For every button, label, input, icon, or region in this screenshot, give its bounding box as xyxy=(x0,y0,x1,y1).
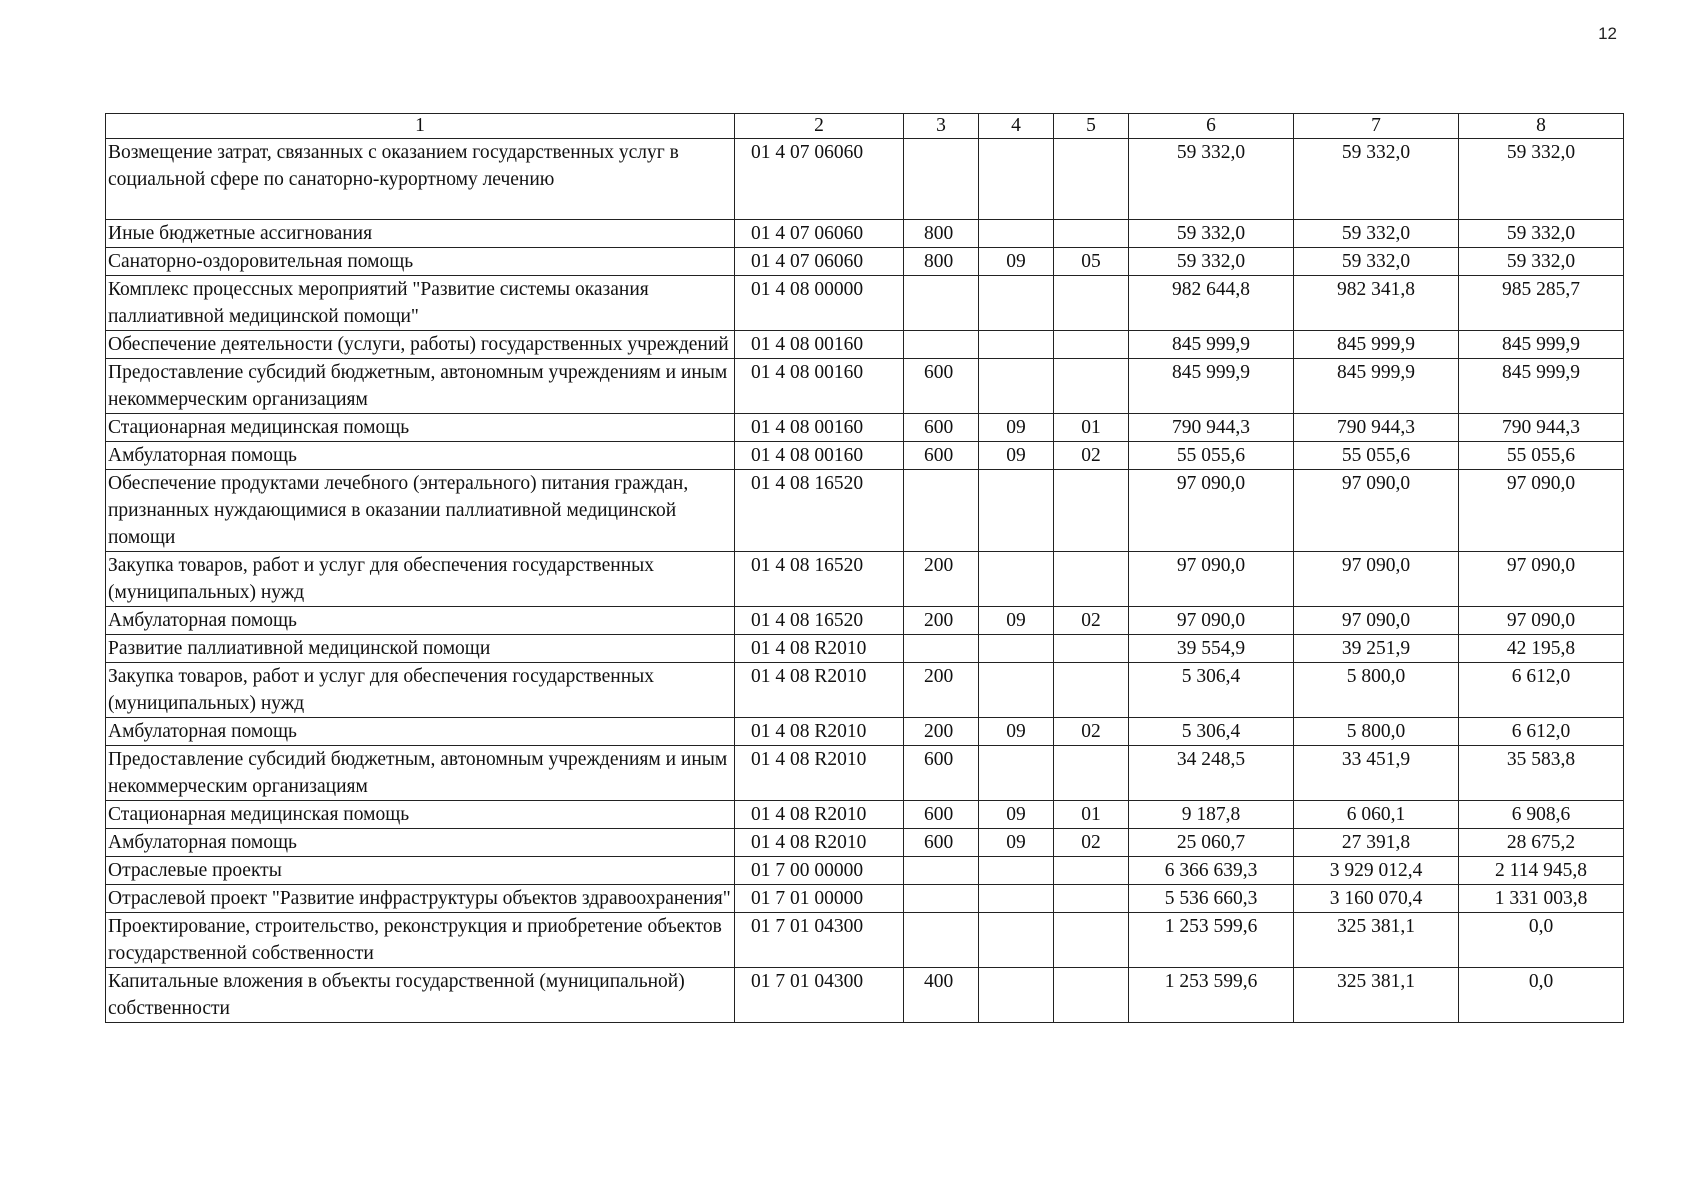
header-col-7: 7 xyxy=(1294,114,1459,139)
row-name-cell: Амбулаторная помощь xyxy=(106,718,735,746)
row-amount-col7-cell: 33 451,9 xyxy=(1294,746,1459,801)
header-col-5: 5 xyxy=(1054,114,1129,139)
row-amount-col8-cell: 845 999,9 xyxy=(1459,359,1624,414)
row-target-code-cell: 01 4 08 00000 xyxy=(735,276,904,331)
row-name-cell: Обеспечение продуктами лечебного (энтерального) питания граждан, признанных нуждающимися в оказании паллиативной медицинской помощи xyxy=(106,470,735,552)
table-row xyxy=(106,414,1624,442)
row-expense-type-cell: 600 xyxy=(904,746,979,801)
row-amount-col8-cell: 59 332,0 xyxy=(1459,248,1624,276)
row-amount-col6-cell: 6 366 639,3 xyxy=(1129,857,1294,885)
row-section-cell xyxy=(979,885,1054,913)
table-row xyxy=(106,470,1624,552)
row-section-cell xyxy=(979,552,1054,607)
header-col-8: 8 xyxy=(1459,114,1624,139)
row-amount-col8-cell: 2 114 945,8 xyxy=(1459,857,1624,885)
budget-table xyxy=(105,113,1624,1023)
row-subsection-cell xyxy=(1054,359,1129,414)
row-name-cell: Отраслевые проекты xyxy=(106,857,735,885)
row-section-cell xyxy=(979,220,1054,248)
row-subsection-cell: 02 xyxy=(1054,442,1129,470)
header-col-1: 1 xyxy=(106,114,735,139)
row-expense-type-cell: 400 xyxy=(904,968,979,1023)
row-subsection-cell xyxy=(1054,139,1129,220)
table-row xyxy=(106,220,1624,248)
row-target-code-cell: 01 4 08 R2010 xyxy=(735,801,904,829)
row-amount-col7-cell: 27 391,8 xyxy=(1294,829,1459,857)
row-subsection-cell: 02 xyxy=(1054,718,1129,746)
row-target-code-cell: 01 7 01 04300 xyxy=(735,913,904,968)
row-amount-col7-cell: 325 381,1 xyxy=(1294,968,1459,1023)
row-section-cell xyxy=(979,276,1054,331)
table-row xyxy=(106,139,1624,220)
row-target-code-cell: 01 4 07 06060 xyxy=(735,248,904,276)
row-amount-col6-cell: 34 248,5 xyxy=(1129,746,1294,801)
row-name-cell: Стационарная медицинская помощь xyxy=(106,801,735,829)
row-amount-col6-cell: 55 055,6 xyxy=(1129,442,1294,470)
row-subsection-cell xyxy=(1054,663,1129,718)
row-subsection-cell xyxy=(1054,470,1129,552)
row-section-cell: 09 xyxy=(979,414,1054,442)
row-amount-col7-cell: 5 800,0 xyxy=(1294,663,1459,718)
row-name-cell: Амбулаторная помощь xyxy=(106,607,735,635)
row-name-cell: Закупка товаров, работ и услуг для обеспечения государственных (муниципальных) нужд xyxy=(106,663,735,718)
row-subsection-cell: 05 xyxy=(1054,248,1129,276)
header-col-6: 6 xyxy=(1129,114,1294,139)
row-amount-col8-cell: 1 331 003,8 xyxy=(1459,885,1624,913)
row-amount-col8-cell: 845 999,9 xyxy=(1459,331,1624,359)
table-row xyxy=(106,663,1624,718)
row-target-code-cell: 01 7 01 00000 xyxy=(735,885,904,913)
row-expense-type-cell: 200 xyxy=(904,552,979,607)
row-expense-type-cell: 600 xyxy=(904,801,979,829)
row-amount-col6-cell: 790 944,3 xyxy=(1129,414,1294,442)
row-target-code-cell: 01 4 08 16520 xyxy=(735,552,904,607)
row-section-cell xyxy=(979,857,1054,885)
header-col-3: 3 xyxy=(904,114,979,139)
row-amount-col8-cell: 790 944,3 xyxy=(1459,414,1624,442)
row-amount-col6-cell: 25 060,7 xyxy=(1129,829,1294,857)
row-name-cell: Отраслевой проект "Развитие инфраструктуры объектов здравоохранения" xyxy=(106,885,735,913)
row-section-cell xyxy=(979,139,1054,220)
table-header xyxy=(106,114,1624,139)
row-subsection-cell xyxy=(1054,276,1129,331)
row-amount-col8-cell: 0,0 xyxy=(1459,968,1624,1023)
row-amount-col7-cell: 97 090,0 xyxy=(1294,552,1459,607)
row-section-cell: 09 xyxy=(979,829,1054,857)
row-amount-col7-cell: 3 929 012,4 xyxy=(1294,857,1459,885)
row-amount-col8-cell: 6 612,0 xyxy=(1459,663,1624,718)
row-section-cell xyxy=(979,470,1054,552)
row-amount-col7-cell: 59 332,0 xyxy=(1294,248,1459,276)
row-amount-col6-cell: 39 554,9 xyxy=(1129,635,1294,663)
row-target-code-cell: 01 4 08 R2010 xyxy=(735,663,904,718)
row-amount-col8-cell: 985 285,7 xyxy=(1459,276,1624,331)
row-amount-col7-cell: 790 944,3 xyxy=(1294,414,1459,442)
row-amount-col7-cell: 97 090,0 xyxy=(1294,470,1459,552)
row-amount-col6-cell: 5 306,4 xyxy=(1129,718,1294,746)
table-row xyxy=(106,359,1624,414)
row-name-cell: Развитие паллиативной медицинской помощи xyxy=(106,635,735,663)
row-amount-col8-cell: 59 332,0 xyxy=(1459,220,1624,248)
row-subsection-cell xyxy=(1054,968,1129,1023)
row-expense-type-cell xyxy=(904,331,979,359)
table-row xyxy=(106,442,1624,470)
row-amount-col6-cell: 1 253 599,6 xyxy=(1129,968,1294,1023)
row-amount-col8-cell: 6 908,6 xyxy=(1459,801,1624,829)
row-subsection-cell xyxy=(1054,220,1129,248)
row-name-cell: Амбулаторная помощь xyxy=(106,442,735,470)
row-amount-col6-cell: 97 090,0 xyxy=(1129,552,1294,607)
row-name-cell: Предоставление субсидий бюджетным, автономным учреждениям и иным некоммерческим организациям xyxy=(106,359,735,414)
row-amount-col8-cell: 35 583,8 xyxy=(1459,746,1624,801)
row-amount-col8-cell: 97 090,0 xyxy=(1459,552,1624,607)
row-target-code-cell: 01 4 08 00160 xyxy=(735,331,904,359)
row-expense-type-cell xyxy=(904,913,979,968)
row-name-cell: Санаторно-оздоровительная помощь xyxy=(106,248,735,276)
row-amount-col6-cell: 845 999,9 xyxy=(1129,331,1294,359)
row-amount-col6-cell: 5 536 660,3 xyxy=(1129,885,1294,913)
row-expense-type-cell xyxy=(904,857,979,885)
row-target-code-cell: 01 4 07 06060 xyxy=(735,220,904,248)
row-amount-col7-cell: 3 160 070,4 xyxy=(1294,885,1459,913)
row-name-cell: Капитальные вложения в объекты государственной (муниципальной) собственности xyxy=(106,968,735,1023)
table-body xyxy=(106,139,1624,1023)
row-subsection-cell: 01 xyxy=(1054,801,1129,829)
row-target-code-cell: 01 4 08 16520 xyxy=(735,470,904,552)
row-name-cell: Закупка товаров, работ и услуг для обеспечения государственных (муниципальных) нужд xyxy=(106,552,735,607)
table-row xyxy=(106,552,1624,607)
row-amount-col8-cell: 0,0 xyxy=(1459,913,1624,968)
row-section-cell xyxy=(979,663,1054,718)
row-target-code-cell: 01 7 00 00000 xyxy=(735,857,904,885)
row-section-cell: 09 xyxy=(979,442,1054,470)
row-subsection-cell: 02 xyxy=(1054,829,1129,857)
row-amount-col7-cell: 325 381,1 xyxy=(1294,913,1459,968)
row-amount-col6-cell: 845 999,9 xyxy=(1129,359,1294,414)
row-amount-col6-cell: 97 090,0 xyxy=(1129,607,1294,635)
row-name-cell: Амбулаторная помощь xyxy=(106,829,735,857)
row-target-code-cell: 01 4 08 00160 xyxy=(735,442,904,470)
row-subsection-cell xyxy=(1054,635,1129,663)
row-amount-col6-cell: 1 253 599,6 xyxy=(1129,913,1294,968)
row-amount-col7-cell: 97 090,0 xyxy=(1294,607,1459,635)
row-section-cell: 09 xyxy=(979,248,1054,276)
row-name-cell: Обеспечение деятельности (услуги, работы) государственных учреждений xyxy=(106,331,735,359)
table-row xyxy=(106,276,1624,331)
row-amount-col8-cell: 42 195,8 xyxy=(1459,635,1624,663)
row-target-code-cell: 01 4 08 R2010 xyxy=(735,718,904,746)
row-section-cell xyxy=(979,359,1054,414)
row-subsection-cell xyxy=(1054,746,1129,801)
row-amount-col6-cell: 5 306,4 xyxy=(1129,663,1294,718)
table-row xyxy=(106,248,1624,276)
row-expense-type-cell: 800 xyxy=(904,248,979,276)
row-amount-col7-cell: 55 055,6 xyxy=(1294,442,1459,470)
row-amount-col6-cell: 9 187,8 xyxy=(1129,801,1294,829)
header-row xyxy=(106,114,1624,139)
table-row xyxy=(106,607,1624,635)
row-target-code-cell: 01 4 07 06060 xyxy=(735,139,904,220)
row-expense-type-cell: 600 xyxy=(904,359,979,414)
table-row xyxy=(106,968,1624,1023)
row-amount-col8-cell: 6 612,0 xyxy=(1459,718,1624,746)
row-expense-type-cell: 200 xyxy=(904,607,979,635)
row-amount-col7-cell: 39 251,9 xyxy=(1294,635,1459,663)
row-section-cell: 09 xyxy=(979,718,1054,746)
row-subsection-cell xyxy=(1054,885,1129,913)
row-amount-col8-cell: 55 055,6 xyxy=(1459,442,1624,470)
row-name-cell: Возмещение затрат, связанных с оказанием государственных услуг в социальной сфере по санаторно-курортному лечению xyxy=(106,139,735,220)
header-col-4: 4 xyxy=(979,114,1054,139)
row-amount-col8-cell: 59 332,0 xyxy=(1459,139,1624,220)
table-row xyxy=(106,746,1624,801)
row-subsection-cell: 01 xyxy=(1054,414,1129,442)
row-amount-col7-cell: 59 332,0 xyxy=(1294,220,1459,248)
row-amount-col6-cell: 97 090,0 xyxy=(1129,470,1294,552)
table-row xyxy=(106,801,1624,829)
row-expense-type-cell xyxy=(904,139,979,220)
page-number: 12 xyxy=(1598,24,1617,43)
row-amount-col7-cell: 845 999,9 xyxy=(1294,331,1459,359)
table-row xyxy=(106,913,1624,968)
row-target-code-cell: 01 4 08 R2010 xyxy=(735,746,904,801)
table-row xyxy=(106,331,1624,359)
row-name-cell: Проектирование, строительство, реконструкция и приобретение объектов государственной собственности xyxy=(106,913,735,968)
row-name-cell: Иные бюджетные ассигнования xyxy=(106,220,735,248)
row-subsection-cell xyxy=(1054,857,1129,885)
row-section-cell xyxy=(979,746,1054,801)
row-section-cell: 09 xyxy=(979,607,1054,635)
row-section-cell: 09 xyxy=(979,801,1054,829)
row-amount-col7-cell: 6 060,1 xyxy=(1294,801,1459,829)
row-name-cell: Комплекс процессных мероприятий "Развитие системы оказания паллиативной медицинской помощи" xyxy=(106,276,735,331)
row-amount-col8-cell: 97 090,0 xyxy=(1459,607,1624,635)
row-target-code-cell: 01 7 01 04300 xyxy=(735,968,904,1023)
header-col-2: 2 xyxy=(735,114,904,139)
table-row xyxy=(106,718,1624,746)
row-expense-type-cell: 200 xyxy=(904,718,979,746)
row-amount-col6-cell: 59 332,0 xyxy=(1129,139,1294,220)
row-amount-col7-cell: 982 341,8 xyxy=(1294,276,1459,331)
row-subsection-cell: 02 xyxy=(1054,607,1129,635)
row-expense-type-cell: 600 xyxy=(904,414,979,442)
row-target-code-cell: 01 4 08 R2010 xyxy=(735,829,904,857)
table-row xyxy=(106,829,1624,857)
row-subsection-cell xyxy=(1054,331,1129,359)
row-target-code-cell: 01 4 08 00160 xyxy=(735,359,904,414)
row-section-cell xyxy=(979,331,1054,359)
row-amount-col8-cell: 28 675,2 xyxy=(1459,829,1624,857)
table-row xyxy=(106,885,1624,913)
row-amount-col8-cell: 97 090,0 xyxy=(1459,470,1624,552)
row-name-cell: Стационарная медицинская помощь xyxy=(106,414,735,442)
row-expense-type-cell: 600 xyxy=(904,829,979,857)
row-amount-col6-cell: 982 644,8 xyxy=(1129,276,1294,331)
row-section-cell xyxy=(979,635,1054,663)
row-target-code-cell: 01 4 08 16520 xyxy=(735,607,904,635)
row-target-code-cell: 01 4 08 00160 xyxy=(735,414,904,442)
row-expense-type-cell: 800 xyxy=(904,220,979,248)
table-row xyxy=(106,635,1624,663)
row-subsection-cell xyxy=(1054,913,1129,968)
row-expense-type-cell xyxy=(904,276,979,331)
row-amount-col6-cell: 59 332,0 xyxy=(1129,248,1294,276)
row-amount-col7-cell: 845 999,9 xyxy=(1294,359,1459,414)
row-amount-col6-cell: 59 332,0 xyxy=(1129,220,1294,248)
row-expense-type-cell: 200 xyxy=(904,663,979,718)
row-subsection-cell xyxy=(1054,552,1129,607)
row-section-cell xyxy=(979,913,1054,968)
row-expense-type-cell xyxy=(904,470,979,552)
row-section-cell xyxy=(979,968,1054,1023)
row-amount-col7-cell: 59 332,0 xyxy=(1294,139,1459,220)
row-target-code-cell: 01 4 08 R2010 xyxy=(735,635,904,663)
table-row xyxy=(106,857,1624,885)
row-amount-col7-cell: 5 800,0 xyxy=(1294,718,1459,746)
row-expense-type-cell xyxy=(904,635,979,663)
row-expense-type-cell xyxy=(904,885,979,913)
row-expense-type-cell: 600 xyxy=(904,442,979,470)
row-name-cell: Предоставление субсидий бюджетным, автономным учреждениям и иным некоммерческим организациям xyxy=(106,746,735,801)
